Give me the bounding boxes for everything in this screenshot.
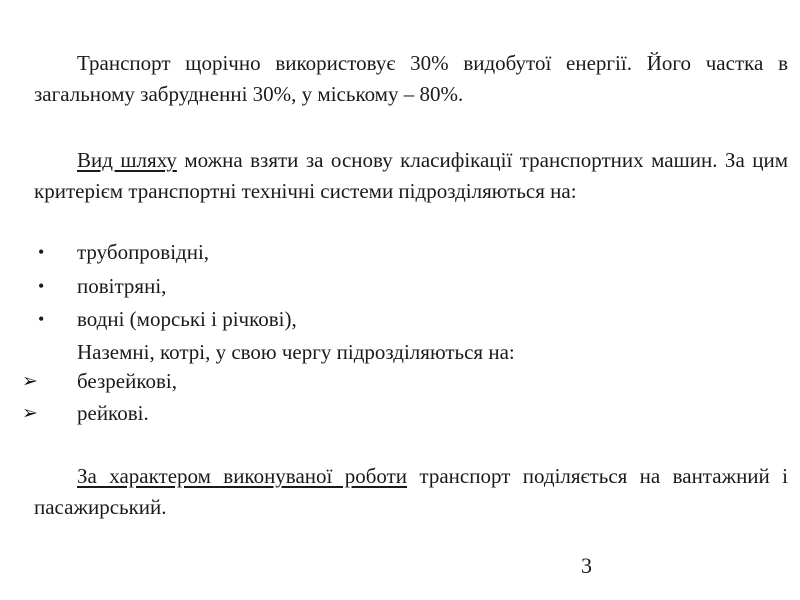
bullet-icon: • <box>38 276 45 296</box>
paragraph-energy-usage-text: Транспорт щорічно використовує 30% видобутої енергії. Його частка в загальному забрудненні 30%, у міському – 80%. <box>34 51 788 106</box>
ground-transport-text: Наземні, котрі, у свою чергу підрозділяються на: <box>77 340 515 364</box>
list-item <box>0 304 780 335</box>
ground-transport-line <box>0 337 780 368</box>
list-item-text: трубопровідні, <box>77 240 210 264</box>
bullet-icon: • <box>38 242 45 262</box>
list-item <box>0 237 780 268</box>
paragraph-work-type <box>34 461 788 523</box>
arrow-bullet-icon: ➢ <box>22 370 38 392</box>
list-item-text: безрейкові, <box>77 369 177 393</box>
arrow-bullet-icon: ➢ <box>22 402 38 424</box>
paragraph-work-type-text: транспорт поділяється на вантажний і пасажирський. <box>34 464 789 519</box>
page-number: 3 <box>581 553 592 578</box>
list-item <box>0 271 780 302</box>
paragraph-classification <box>34 145 788 207</box>
paragraph-classification-text: можна взяти за основу класифікації транспортних машин. За цим критерієм транспортні технічні системи підрозділяються на: <box>34 148 788 203</box>
list-item <box>0 366 780 397</box>
list-item <box>0 398 780 429</box>
bullet-icon: • <box>38 309 45 329</box>
list-item-text: водні (морські і річкові), <box>77 307 297 331</box>
term-work-character: За характером виконуваної роботи <box>77 464 408 488</box>
list-item-text: повітряні, <box>77 274 167 298</box>
list-item-text: рейкові. <box>77 401 149 425</box>
paragraph-energy-usage <box>34 48 788 110</box>
term-path-type: Вид шляху <box>77 148 177 172</box>
